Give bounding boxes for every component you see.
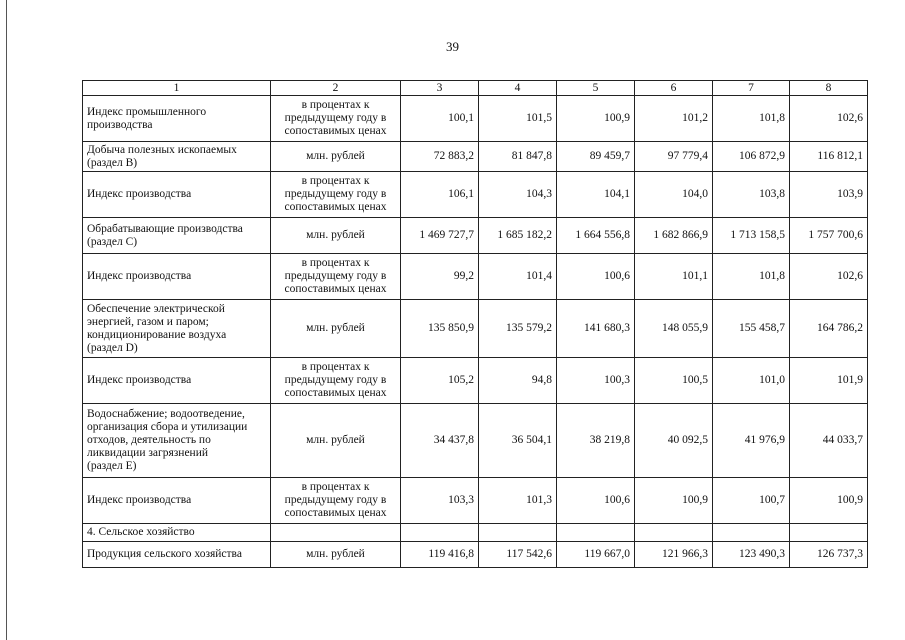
value-cell: 117 542,6 — [479, 542, 557, 568]
value-cell: 34 437,8 — [401, 404, 479, 478]
column-number: 2 — [271, 81, 401, 96]
value-cell: 102,6 — [790, 254, 868, 300]
value-cell: 155 458,7 — [713, 300, 790, 358]
indicator-name: Индекс производства — [83, 254, 271, 300]
value-cell: 40 092,5 — [635, 404, 713, 478]
value-cell: 100,6 — [557, 254, 635, 300]
value-cell: 104,1 — [557, 172, 635, 218]
unit-cell: в процентах к предыдущему году в сопоставимых ценах — [271, 358, 401, 404]
column-number: 8 — [790, 81, 868, 96]
value-cell: 126 737,3 — [790, 542, 868, 568]
value-cell: 103,9 — [790, 172, 868, 218]
value-cell: 89 459,7 — [557, 142, 635, 172]
value-cell: 106,1 — [401, 172, 479, 218]
value-cell: 100,6 — [557, 478, 635, 524]
value-cell: 36 504,1 — [479, 404, 557, 478]
value-cell: 81 847,8 — [479, 142, 557, 172]
value-cell: 101,0 — [713, 358, 790, 404]
value-cell: 100,1 — [401, 96, 479, 142]
value-cell — [479, 524, 557, 542]
value-cell: 1 469 727,7 — [401, 218, 479, 254]
value-cell: 101,8 — [713, 96, 790, 142]
unit-cell: в процентах к предыдущему году в сопоставимых ценах — [271, 96, 401, 142]
table-row — [83, 218, 868, 254]
value-cell: 99,2 — [401, 254, 479, 300]
indicator-name: Индекс промышленного производства — [83, 96, 271, 142]
statistics-table — [82, 80, 868, 568]
table-row — [83, 254, 868, 300]
value-cell: 101,4 — [479, 254, 557, 300]
value-cell: 1 664 556,8 — [557, 218, 635, 254]
value-cell — [790, 524, 868, 542]
value-cell: 103,3 — [401, 478, 479, 524]
column-number: 3 — [401, 81, 479, 96]
unit-cell: в процентах к предыдущему году в сопоставимых ценах — [271, 478, 401, 524]
value-cell — [713, 524, 790, 542]
value-cell: 101,5 — [479, 96, 557, 142]
value-cell: 100,9 — [557, 96, 635, 142]
indicator-name: Индекс производства — [83, 172, 271, 218]
indicator-name: Добыча полезных ископаемых (раздел B) — [83, 142, 271, 172]
table-row — [83, 358, 868, 404]
unit-cell: млн. рублей — [271, 542, 401, 568]
value-cell: 38 219,8 — [557, 404, 635, 478]
value-cell: 1 682 866,9 — [635, 218, 713, 254]
table-body — [83, 81, 868, 568]
value-cell: 116 812,1 — [790, 142, 868, 172]
value-cell: 141 680,3 — [557, 300, 635, 358]
value-cell: 100,3 — [557, 358, 635, 404]
value-cell: 106 872,9 — [713, 142, 790, 172]
value-cell — [635, 524, 713, 542]
value-cell: 135 579,2 — [479, 300, 557, 358]
value-cell: 119 416,8 — [401, 542, 479, 568]
indicator-name: Обеспечение электрической энергией, газом и паром; кондиционирование воздуха (раздел D) — [83, 300, 271, 358]
value-cell: 41 976,9 — [713, 404, 790, 478]
unit-cell: млн. рублей — [271, 142, 401, 172]
value-cell: 148 055,9 — [635, 300, 713, 358]
value-cell: 100,9 — [790, 478, 868, 524]
value-cell: 1 685 182,2 — [479, 218, 557, 254]
value-cell: 94,8 — [479, 358, 557, 404]
table-row — [83, 404, 868, 478]
value-cell: 101,2 — [635, 96, 713, 142]
column-number: 6 — [635, 81, 713, 96]
value-cell: 101,1 — [635, 254, 713, 300]
value-cell: 101,3 — [479, 478, 557, 524]
column-number: 5 — [557, 81, 635, 96]
table-row — [83, 172, 868, 218]
value-cell: 123 490,3 — [713, 542, 790, 568]
unit-cell: в процентах к предыдущему году в сопоставимых ценах — [271, 172, 401, 218]
table-row — [83, 542, 868, 568]
value-cell: 105,2 — [401, 358, 479, 404]
value-cell: 119 667,0 — [557, 542, 635, 568]
table-row — [83, 142, 868, 172]
value-cell: 103,8 — [713, 172, 790, 218]
page-number: 39 — [446, 39, 459, 54]
value-cell: 164 786,2 — [790, 300, 868, 358]
value-cell: 135 850,9 — [401, 300, 479, 358]
column-number: 7 — [713, 81, 790, 96]
unit-cell — [271, 524, 401, 542]
indicator-name: Водоснабжение; водоотведение, организация сбора и утилизации отходов, деятельность по ликвидации загрязнений (раздел E) — [83, 404, 271, 478]
value-cell: 101,9 — [790, 358, 868, 404]
value-cell: 100,5 — [635, 358, 713, 404]
value-cell: 1 757 700,6 — [790, 218, 868, 254]
value-cell: 101,8 — [713, 254, 790, 300]
value-cell — [557, 524, 635, 542]
table-row — [83, 96, 868, 142]
indicator-name: Продукция сельского хозяйства — [83, 542, 271, 568]
column-number: 1 — [83, 81, 271, 96]
value-cell — [401, 524, 479, 542]
value-cell: 104,3 — [479, 172, 557, 218]
indicator-name: 4. Сельское хозяйство — [83, 524, 271, 542]
value-cell: 97 779,4 — [635, 142, 713, 172]
value-cell: 44 033,7 — [790, 404, 868, 478]
value-cell: 100,7 — [713, 478, 790, 524]
unit-cell: млн. рублей — [271, 300, 401, 358]
table-row — [83, 524, 868, 542]
indicator-name: Индекс производства — [83, 358, 271, 404]
indicator-name: Обрабатывающие производства (раздел C) — [83, 218, 271, 254]
value-cell: 72 883,2 — [401, 142, 479, 172]
unit-cell: в процентах к предыдущему году в сопоставимых ценах — [271, 254, 401, 300]
indicator-name: Индекс производства — [83, 478, 271, 524]
column-number-row — [83, 81, 868, 96]
unit-cell: млн. рублей — [271, 404, 401, 478]
table-row — [83, 478, 868, 524]
column-number: 4 — [479, 81, 557, 96]
value-cell: 121 966,3 — [635, 542, 713, 568]
table-row — [83, 300, 868, 358]
value-cell: 100,9 — [635, 478, 713, 524]
value-cell: 104,0 — [635, 172, 713, 218]
page-edge-line — [6, 0, 7, 640]
unit-cell: млн. рублей — [271, 218, 401, 254]
value-cell: 102,6 — [790, 96, 868, 142]
value-cell: 1 713 158,5 — [713, 218, 790, 254]
